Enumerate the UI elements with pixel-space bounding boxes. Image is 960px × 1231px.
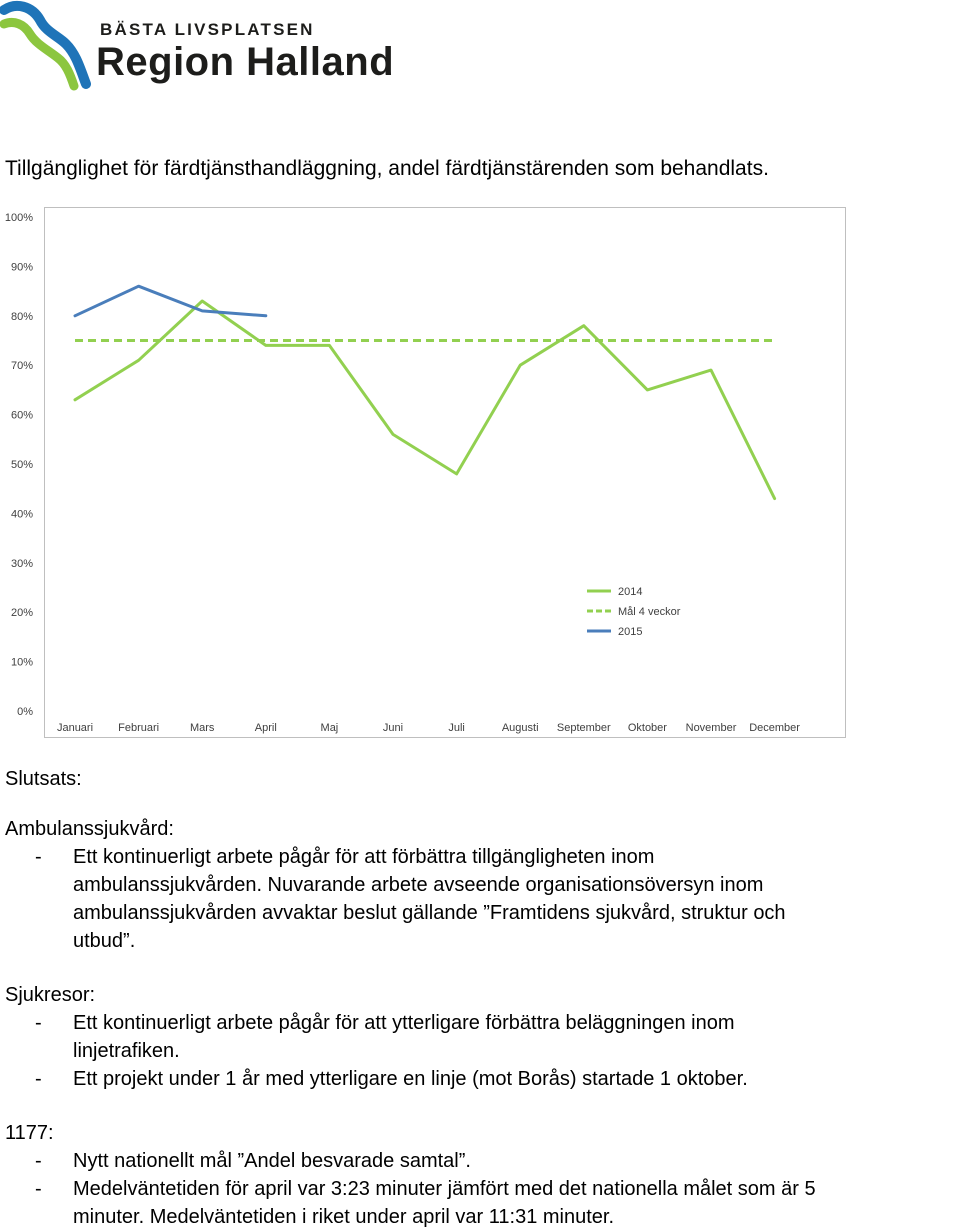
x-tick-label: Augusti	[501, 722, 539, 734]
x-tick-label: Januari	[56, 722, 94, 734]
conclusion-title: Slutsats:	[5, 768, 82, 790]
item-line: Medelväntetiden för april var 3:23 minuter jämfört med det nationella målet som är 5	[73, 1178, 816, 1200]
item-line: utbud”.	[73, 930, 136, 952]
region-halland-logo	[0, 0, 410, 95]
x-tick-label: December	[749, 722, 800, 734]
list-item	[5, 1009, 955, 1065]
legend-label: Mål 4 veckor	[618, 606, 681, 618]
x-tick-label: November	[685, 722, 737, 734]
item-line: linjetrafiken.	[73, 1040, 180, 1062]
series-line	[75, 286, 266, 316]
x-tick-label: Maj	[320, 722, 339, 734]
list-dash: -	[35, 1012, 42, 1034]
x-tick-label: Juni	[382, 722, 404, 734]
chart-canvas	[4, 208, 845, 737]
y-tick-label: 20%	[10, 607, 33, 620]
y-tick-label: 50%	[10, 459, 33, 471]
item-line: ambulanssjukvården avvaktar beslut gällande ”Framtidens sjukvård, struktur och	[73, 902, 786, 924]
y-tick-label: 10%	[10, 656, 33, 669]
y-tick-label: 80%	[10, 310, 33, 323]
list-dash: -	[35, 1178, 42, 1200]
section-title: 1177:	[5, 1122, 54, 1144]
x-tick-label: Juli	[448, 722, 465, 734]
series-line	[75, 301, 775, 499]
logo-tagline: BÄSTA LIVSPLATSEN	[100, 20, 315, 39]
list-item	[5, 1065, 955, 1093]
list-item	[5, 1175, 955, 1231]
y-tick-label: 90%	[10, 261, 33, 274]
chart-caption: Tillgänglighet för färdtjänsthandläggning, andel färdtjänstärenden som behandlats.	[5, 157, 769, 180]
y-tick-label: 70%	[10, 360, 33, 373]
x-tick-label: Februari	[118, 722, 160, 734]
legend-label: 2015	[618, 626, 643, 638]
list-item	[5, 843, 955, 955]
list-dash: -	[35, 846, 42, 868]
item-line: Ett projekt under 1 år med ytterligare en linje (mot Borås) startade 1 oktober.	[73, 1068, 748, 1090]
x-tick-label: Oktober	[627, 722, 667, 734]
legend-label: 2014	[618, 586, 643, 598]
item-line: ambulanssjukvården. Nuvarande arbete avseende organisationsöversyn inom	[73, 874, 764, 896]
conclusion	[5, 765, 955, 1231]
item-line: Nytt nationellt mål ”Andel besvarade samtal”.	[73, 1150, 471, 1172]
line-chart	[4, 207, 846, 738]
x-tick-label: April	[254, 722, 277, 734]
list-dash: -	[35, 1150, 42, 1172]
section-title: Ambulanssjukvård:	[5, 818, 174, 840]
item-line: minuter. Medelväntetiden i riket under april var 11:31 minuter.	[73, 1206, 615, 1228]
x-tick-label: September	[556, 722, 611, 734]
y-tick-label: 100%	[4, 212, 33, 224]
y-tick-label: 40%	[10, 508, 33, 521]
x-tick-label: Mars	[189, 722, 215, 734]
y-tick-label: 60%	[10, 409, 33, 422]
river-emblem-icon	[0, 0, 92, 92]
y-tick-label: 30%	[10, 557, 33, 570]
list-item	[5, 1147, 955, 1175]
item-line: Ett kontinuerligt arbete pågår för att förbättra tillgängligheten inom	[73, 846, 655, 868]
logo-name: Region Halland	[96, 40, 395, 84]
y-tick-label: 0%	[17, 706, 33, 718]
item-line: Ett kontinuerligt arbete pågår för att ytterligare förbättra beläggningen inom	[73, 1012, 735, 1034]
list-dash: -	[35, 1068, 42, 1090]
section-title: Sjukresor:	[5, 984, 96, 1006]
